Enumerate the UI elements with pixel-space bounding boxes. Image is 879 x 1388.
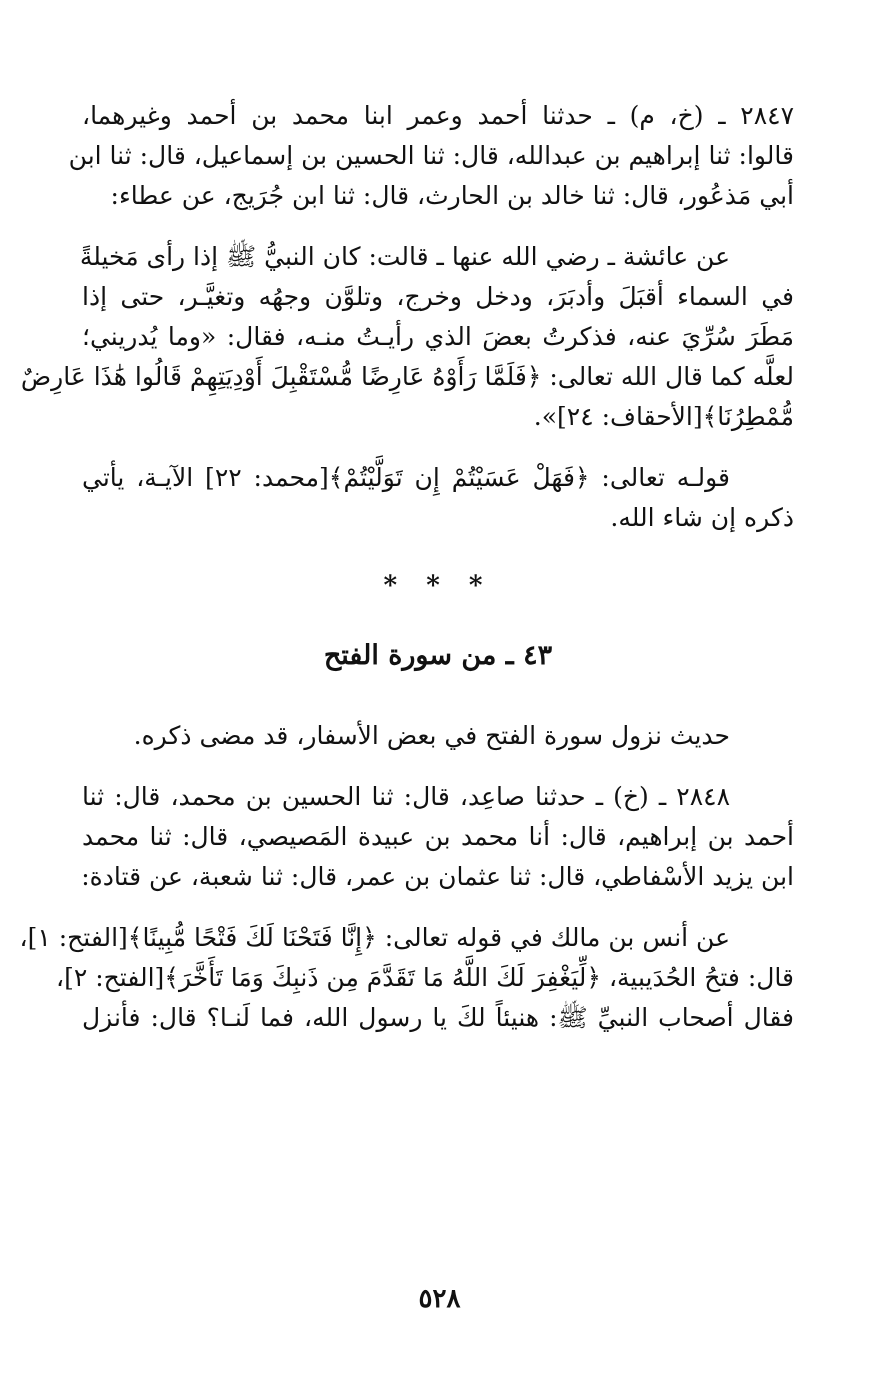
hadith-2847-matn — [20, 237, 794, 437]
text-line: عن أنس بن مالك في قوله تعالى: ﴿إِنَّا فَتَحْنَا لَكَ فَتْحًا مُّبِينًا﴾[الفتح: ١]، — [19, 923, 730, 952]
hadith-2847-isnad — [68, 96, 794, 216]
qawluhu-paragraph — [82, 458, 794, 538]
text-line: ٢٨٤٧ ـ (خ، م) ـ حدثنا أحمد وعمر ابنا محمد بن أحمد وغيرهما، — [82, 101, 794, 130]
section-heading: ٤٣ ـ من سورة الفتح — [323, 640, 553, 671]
text-line: أبي مَذعُور، قال: ثنا خالد بن الحارث، قال: ثنا ابن جُرَيج، عن عطاء: — [110, 181, 794, 210]
text-line: قولـه تعالى: ﴿فَهَلْ عَسَيْتُمْ إِن تَوَلَّيْتُمْ﴾[محمد: ٢٢] الآيـة، يأتي — [82, 463, 731, 492]
page-number: ٥٢٨ — [418, 1284, 461, 1314]
text-line: قال: فتحُ الحُدَيبية، ﴿لِّيَغْفِرَ لَكَ اللَّهُ مَا تَقَدَّمَ مِن ذَنبِكَ وَمَا تَأَخَّرَ﴾[الفتح: ٢]، — [56, 963, 794, 992]
section-separator: * * * — [383, 571, 493, 601]
text-line: ذكره إن شاء الله. — [610, 503, 794, 532]
text-line: فقال أصحاب النبيِّ ﷺ: هنيئاً لكَ يا رسول الله، فما لَنـا؟ قال: فأنزل — [82, 1003, 794, 1032]
text-line: قالوا: ثنا إبراهيم بن عبدالله، قال: ثنا الحسين بن إسماعيل، قال: ثنا ابن — [68, 141, 794, 170]
intro-paragraph — [82, 716, 794, 756]
text-line: مَطَرَ سُرِّيَ عنه، فذكرتُ بعضَ الذي رأيـتُ منـه، فقال: «وما يُدريني؛ — [82, 322, 794, 351]
text-line: عن عائشة ـ رضي الله عنها ـ قالت: كان النبيُّ ﷺ إذا رأى مَخيلةً — [79, 242, 730, 271]
text-line: ابن يزيد الأسْفاطي، قال: ثنا عثمان بن عمر، قال: ثنا شعبة، عن قتادة: — [81, 862, 794, 891]
hadith-2848-matn — [19, 918, 794, 1038]
hadith-2848-isnad — [82, 777, 794, 897]
text-line: أحمد بن إبراهيم، قال: أنا محمد بن عبيدة المَصيصي، قال: ثنا محمد — [82, 822, 794, 851]
text-line: ٢٨٤٨ ـ (خ) ـ حدثنا صاعِد، قال: ثنا الحسين بن محمد، قال: ثنا — [82, 782, 730, 811]
text-line: حديث نزول سورة الفتح في بعض الأسفار، قد مضى ذكره. — [133, 721, 730, 750]
text-line: لعلَّه كما قال الله تعالى: ﴿فَلَمَّا رَأَوْهُ عَارِضًا مُّسْتَقْبِلَ أَوْدِيَتِهِمْ قَالُوا هَٰذَا عَارِضٌ — [20, 362, 794, 391]
text-line: في السماء أقبَلَ وأدبَرَ، ودخل وخرج، وتلوَّن وجهُه وتغيَّـر، حتى إذا — [82, 282, 794, 311]
text-line: مُّمْطِرُنَا﴾[الأحقاف: ٢٤]». — [533, 402, 794, 431]
page-body — [19, 96, 794, 1038]
